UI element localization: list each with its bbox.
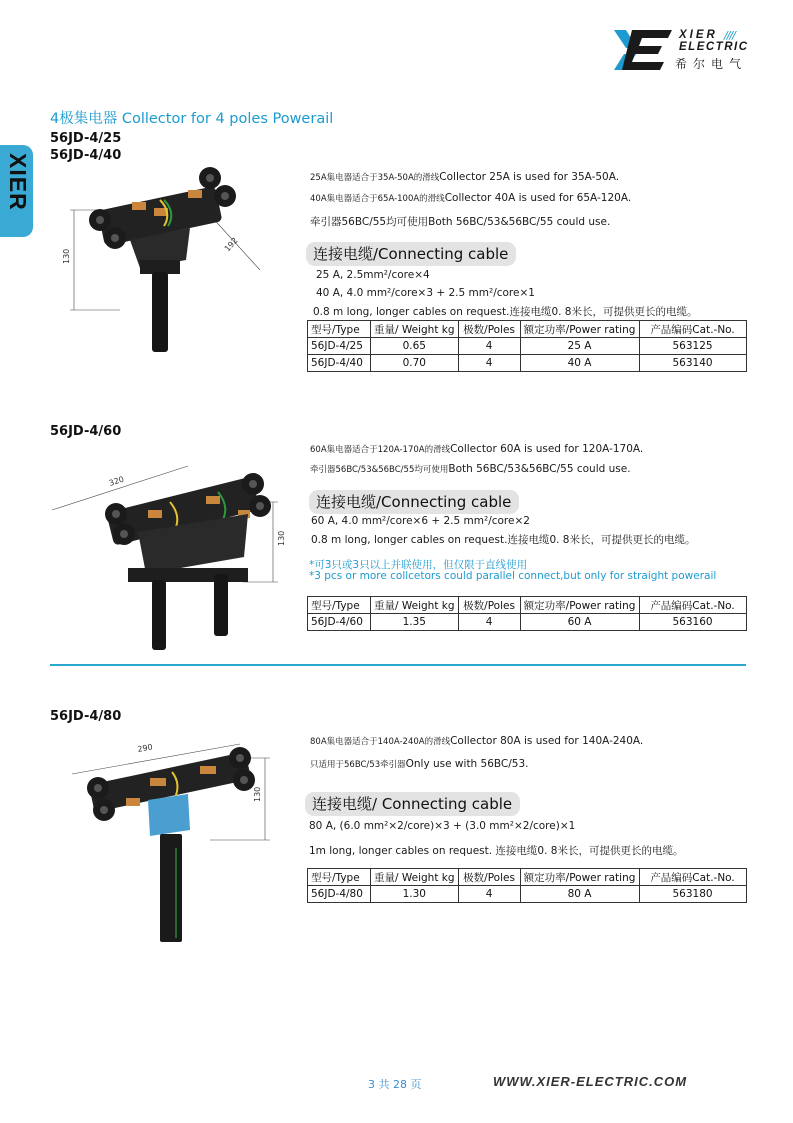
brand-slashes: //// <box>724 29 735 42</box>
dim-width-label: 290 <box>136 742 154 754</box>
spec-table <box>307 868 747 903</box>
cell-power: 60 A <box>520 614 639 631</box>
desc-en: Collector 80A is used for 140A-240A. <box>450 735 644 747</box>
desc-cn: 40A集电器适合于65A-100A的滑线 <box>310 194 445 204</box>
brand-name-xier: XIER <box>679 29 718 41</box>
desc-cn: 牵引器56BC/55均可使用 <box>310 216 429 228</box>
desc-en: Only use with 56BC/53. <box>405 758 529 770</box>
model-name: 56JD-4/40 <box>50 148 122 163</box>
parallel-note: *可3只或3只以上并联使用，但仅限于直线使用 <box>309 559 528 571</box>
brand-logo <box>612 28 762 74</box>
desc-cn: 60A集电器适合于120A-170A的滑线 <box>310 445 451 455</box>
spec-table <box>307 596 747 631</box>
cable-spec-line: 0.8 m long, longer cables on request.连接电缆0. 8米长，可提供更长的电缆。 <box>313 306 698 318</box>
product-description <box>310 735 643 747</box>
page-number: 3 共 28 页 <box>368 1078 422 1091</box>
col-header-type: 型号/Type <box>308 869 371 886</box>
col-header-catno: 产品编码Cat.-No. <box>639 869 746 886</box>
cell-poles: 4 <box>458 355 520 372</box>
desc-cn: 25A集电器适合于35A-50A的滑线 <box>310 173 440 183</box>
table-row <box>308 614 747 631</box>
col-header-power: 额定功率/Power rating <box>520 321 639 338</box>
product-description <box>310 192 631 204</box>
side-tab-label: XIER <box>5 153 31 211</box>
desc-cn: 80A集电器适合于140A-240A的滑线 <box>310 737 451 747</box>
connecting-cable-heading: 连接电缆/ Connecting cable <box>305 792 520 816</box>
product-description <box>310 171 619 183</box>
cable-spec-line: 40 A, 4.0 mm²/core×3 + 2.5 mm²/core×1 <box>316 287 535 299</box>
cable-spec-line: 80 A, (6.0 mm²×2/core)×3 + (3.0 mm²×2/core)×1 <box>309 820 576 832</box>
cell-catno: 563180 <box>639 886 746 903</box>
cell-catno: 563160 <box>639 614 746 631</box>
col-header-weight: 重量/ Weight kg <box>371 597 459 614</box>
product-image-56jd-4-80 <box>60 738 280 948</box>
cell-type: 56JD-4/60 <box>308 614 371 631</box>
col-header-power: 额定功率/Power rating <box>520 597 639 614</box>
product-image-56jd-4-60 <box>48 462 298 657</box>
connecting-cable-heading: 连接电缆/Connecting cable <box>309 490 519 514</box>
cell-weight: 1.30 <box>371 886 459 903</box>
product-image-56jd-4-25 <box>60 160 270 360</box>
cell-weight: 1.35 <box>371 614 459 631</box>
side-tab <box>0 145 33 237</box>
table-header-row <box>308 869 747 886</box>
col-header-weight: 重量/ Weight kg <box>371 321 459 338</box>
cell-catno: 563140 <box>639 355 746 372</box>
cell-weight: 0.70 <box>371 355 459 372</box>
section-title: 4极集电器 Collector for 4 poles Powerail <box>50 111 334 127</box>
cell-power: 25 A <box>520 338 639 355</box>
cell-power: 40 A <box>520 355 639 372</box>
table-row <box>308 886 747 903</box>
col-header-power: 额定功率/Power rating <box>520 869 639 886</box>
brand-name-electric: ELECTRIC <box>679 41 749 53</box>
col-header-poles: 极数/Poles <box>458 869 520 886</box>
product-description <box>310 443 643 455</box>
product-description <box>310 463 631 475</box>
table-row <box>308 355 747 372</box>
model-name: 56JD-4/25 <box>50 131 122 146</box>
cell-poles: 4 <box>458 886 520 903</box>
col-header-type: 型号/Type <box>308 321 371 338</box>
spec-table <box>307 320 747 372</box>
cell-catno: 563125 <box>639 338 746 355</box>
dim-width-label: 320 <box>107 474 126 488</box>
dim-height-label: 130 <box>253 786 262 802</box>
product-description <box>310 214 610 229</box>
desc-cn: 牵引器56BC/53&56BC/55均可使用 <box>310 465 449 475</box>
cable-spec-line: 0.8 m long, longer cables on request.连接电缆0. 8米长，可提供更长的电缆。 <box>311 534 696 546</box>
dim-width-label: 192 <box>222 235 240 254</box>
col-header-poles: 极数/Poles <box>458 597 520 614</box>
table-header-row <box>308 597 747 614</box>
cell-type: 56JD-4/40 <box>308 355 371 372</box>
section-divider <box>50 664 746 666</box>
parallel-note: *3 pcs or more collcetors could parallel connect,but only for straight powerail <box>309 570 717 582</box>
model-name: 56JD-4/80 <box>50 709 122 724</box>
col-header-weight: 重量/ Weight kg <box>371 869 459 886</box>
cable-spec-line: 25 A, 2.5mm²/core×4 <box>316 269 430 281</box>
cell-power: 80 A <box>520 886 639 903</box>
col-header-type: 型号/Type <box>308 597 371 614</box>
product-description <box>310 758 529 770</box>
cell-weight: 0.65 <box>371 338 459 355</box>
table-row <box>308 338 747 355</box>
model-name: 56JD-4/60 <box>50 424 122 439</box>
col-header-catno: 产品编码Cat.-No. <box>639 597 746 614</box>
desc-cn: 只适用于56BC/53牵引器 <box>310 760 406 770</box>
cell-poles: 4 <box>458 338 520 355</box>
cell-poles: 4 <box>458 614 520 631</box>
desc-en: Both 56BC/53&56BC/55 could use. <box>428 216 611 228</box>
col-header-catno: 产品编码Cat.-No. <box>639 321 746 338</box>
col-header-poles: 极数/Poles <box>458 321 520 338</box>
desc-en: Both 56BC/53&56BC/55 could use. <box>448 463 631 475</box>
website-url[interactable]: WWW.XIER-ELECTRIC.COM <box>493 1074 688 1089</box>
cell-type: 56JD-4/80 <box>308 886 371 903</box>
brand-name-cn: 希尔电气 <box>675 57 748 71</box>
desc-en: Collector 60A is used for 120A-170A. <box>450 443 644 455</box>
cable-spec-line: 60 A, 4.0 mm²/core×6 + 2.5 mm²/core×2 <box>311 515 530 527</box>
table-header-row <box>308 321 747 338</box>
dim-height-label: 130 <box>277 530 286 546</box>
desc-en: Collector 40A is used for 65A-120A. <box>444 192 632 204</box>
xier-logo-mark-icon <box>612 28 674 72</box>
cell-type: 56JD-4/25 <box>308 338 371 355</box>
cable-spec-line: 1m long, longer cables on request. 连接电缆0. 8米长，可提供更长的电缆。 <box>309 845 684 857</box>
desc-en: Collector 25A is used for 35A-50A. <box>439 171 620 183</box>
dim-height-label: 130 <box>62 248 71 264</box>
connecting-cable-heading: 连接电缆/Connecting cable <box>306 242 516 266</box>
